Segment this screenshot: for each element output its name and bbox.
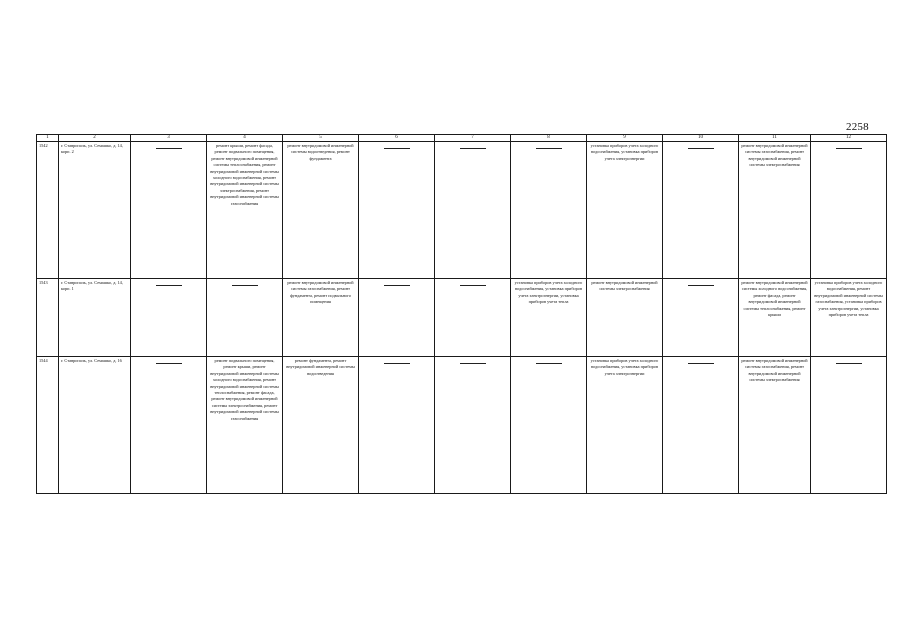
table-row (37, 357, 887, 494)
work-cell: ремонт фундамента, ремонт внутридомовой инженерной системы водоотведения (283, 357, 359, 494)
dash-mark (156, 285, 182, 286)
empty-cell (511, 357, 587, 494)
empty-cell (359, 279, 435, 357)
column-header: 2 (59, 135, 131, 142)
column-header: 8 (511, 135, 587, 142)
empty-cell (435, 142, 511, 279)
empty-cell (359, 142, 435, 279)
dash-mark (688, 148, 714, 149)
column-header: 6 (359, 135, 435, 142)
dash-mark (384, 363, 410, 364)
empty-cell (131, 142, 207, 279)
empty-cell (663, 142, 739, 279)
work-cell: ремонт подвального помещения, ремонт крыши, ремонт внутридомовой инженерной системы холодного водоснабжения, ремонт внутридомовой инженерной системы теплоснабжения, ремонт фасада, ремонт внутридомовой инженерной системы электроснабжения, ремонт внутридомовой инженерной системы газоснабжения (207, 357, 283, 494)
row-number: 1543 (37, 279, 59, 357)
work-cell: ремонт внутридомовой инженерной системы электроснабжения (587, 279, 663, 357)
table-row (37, 142, 887, 279)
row-number: 1542 (37, 142, 59, 279)
empty-cell (435, 279, 511, 357)
empty-cell (663, 357, 739, 494)
work-cell: ремонт внутридомовой инженерной системы газоснабжения, ремонт внутридомовой инженерной системы электроснабжения (739, 142, 811, 279)
work-cell: установка приборов учета холодного водоснабжения, ремонт внутридомовой инженерной системы газоснабжения, установка приборов учета электроэнергии, установка приборов учета тепла (811, 279, 887, 357)
empty-cell (207, 279, 283, 357)
dash-mark (460, 363, 486, 364)
column-header: 9 (587, 135, 663, 142)
page-number: 2258 (846, 121, 869, 133)
column-header: 7 (435, 135, 511, 142)
work-cell: установка приборов учета холодного водоснабжения, установка приборов учета электроэнергии, установка приборов учета тепла (511, 279, 587, 357)
column-header: 3 (131, 135, 207, 142)
work-cell: ремонт внутридомовой инженерной системы водоотведения, ремонт фундамента (283, 142, 359, 279)
dash-mark (156, 363, 182, 364)
address-cell: г. Ставрополь, ул. Семашко, д. 16 (59, 357, 131, 494)
empty-cell (511, 142, 587, 279)
empty-cell (131, 357, 207, 494)
empty-cell (811, 357, 887, 494)
dash-mark (836, 363, 862, 364)
column-number-row (37, 135, 887, 142)
dash-mark (460, 148, 486, 149)
dash-mark (688, 363, 714, 364)
work-cell: ремонт крыши, ремонт фасада, ремонт подвального помещения, ремонт внутридомовой инженерной системы теплоснабжения, ремонт внутридомовой инженерной системы холодного водоснабжения, ремонт внутридомовой инженерной системы электроснабжения, ремонт внутридомовой инженерной системы газоснабжения (207, 142, 283, 279)
work-cell: установка приборов учета холодного водоснабжения, установка приборов учета электроэнергии (587, 142, 663, 279)
empty-cell (663, 279, 739, 357)
dash-mark (836, 148, 862, 149)
empty-cell (811, 142, 887, 279)
empty-cell (131, 279, 207, 357)
dash-mark (384, 148, 410, 149)
dash-mark (156, 148, 182, 149)
work-cell: ремонт внутридомовой инженерной системы газоснабжения, ремонт фундамента, ремонт подвального помещения (283, 279, 359, 357)
dash-mark (460, 285, 486, 286)
column-header: 10 (663, 135, 739, 142)
dash-mark (688, 285, 714, 286)
row-number: 1544 (37, 357, 59, 494)
repair-register-table (36, 134, 887, 494)
column-header: 12 (811, 135, 887, 142)
work-cell: ремонт внутридомовой инженерной системы газоснабжения, ремонт внутридомовой инженерной системы электроснабжения (739, 357, 811, 494)
empty-cell (359, 357, 435, 494)
address-cell: г. Ставрополь, ул. Семашко, д. 14, корп. 1 (59, 279, 131, 357)
empty-cell (435, 357, 511, 494)
work-cell: ремонт внутридомовой инженерной системы холодного водоснабжения, ремонт фасада, ремонт внутридомовой инженерной системы теплоснабжения, ремонт крыши (739, 279, 811, 357)
address-cell: г. Ставрополь, ул. Семашко, д. 14, корп. 2 (59, 142, 131, 279)
dash-mark (536, 363, 562, 364)
column-header: 11 (739, 135, 811, 142)
dash-mark (232, 285, 258, 286)
work-cell: установка приборов учета холодного водоснабжения, установка приборов учета электроэнергии (587, 357, 663, 494)
column-header: 5 (283, 135, 359, 142)
column-header: 4 (207, 135, 283, 142)
column-header: 1 (37, 135, 59, 142)
dash-mark (384, 285, 410, 286)
dash-mark (536, 148, 562, 149)
table-row (37, 279, 887, 357)
